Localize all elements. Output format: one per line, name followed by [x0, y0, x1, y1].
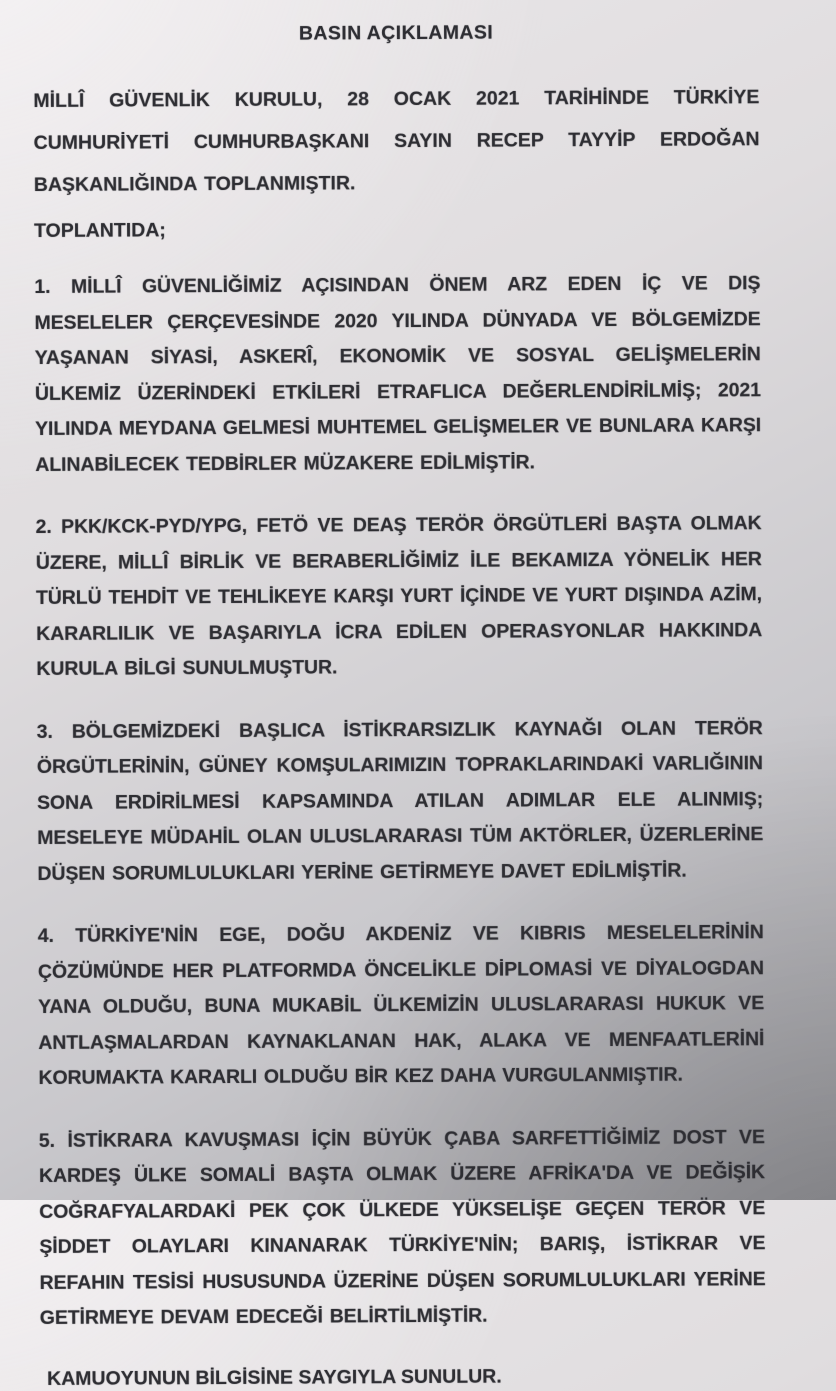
item-text: TÜRKİYE'NİN EGE, DOĞU AKDENİZ VE KIBRIS MESELELERİNİN ÇÖZÜMÜNDE HER PLATFORMDA ÖNCELİKLE DİPLOMASİ VE DİYALOGDAN YANA OLDUĞU, BUNA MUKABİL ÜLKEMİZİN ULUSLARARASI HUKUK VE ANTLAŞMALARDAN KAYNAKLANAN HAK, ALAKA VE MENFAATLERİNİ KORUMAKTA KARARLI OLDUĞU BİR KEZ DAHA VURGULANMIŞTIR. — [37, 921, 765, 1089]
intro-paragraph: MİLLÎ GÜVENLİK KURULU, 28 OCAK 2021 TARİHİNDE TÜRKİYE CUMHURİYETİ CUMHURBAŞKANI SAYIN RECEP TAYYİP ERDOĞAN BAŞKANLIĞINDA TOPLANMIŞTIR. — [33, 86, 760, 197]
item-number: 1. — [34, 275, 51, 299]
item-text: MİLLÎ GÜVENLİĞİMİZ AÇISINDAN ÖNEM ARZ EDEN İÇ VE DIŞ MESELELER ÇERÇEVESİNDE 2020 YILINDA DÜNYADA VE BÖLGEMİZDE YAŞANAN SİYASİ, ASKERÎ, EKONOMİK VE SOSYAL GELİŞMELERİN ÜLKEMİZ ÜZERİNDEKİ ETKİLERİ ETRAFLICA DEĞERLENDİRİLMİŞ; 2021 YILINDA MEYDANA GELMESİ MUHTEMEL GELİŞMELER VE BUNLARA KARŞI ALINABİLECEK TEDBİRLER MÜZAKERE EDİLMİŞTİR. — [34, 272, 762, 476]
item-number: 4. — [37, 924, 54, 947]
section-heading: TOPLANTIDA; — [34, 219, 166, 243]
item-text: PKK/KCK-PYD/YPG, FETÖ VE DEAŞ TERÖR ÖRGÜTLERİ BAŞTA OLMAK ÜZERE, MİLLÎ BİRLİK VE BERABERLİĞİMİZ İLE BEKAMIZA YÖNELİK HER TÜRLÜ TEHDİT VE TEHLİKEYE KARŞI YURT İÇİNDE VE YURT DIŞINDA AZİM, KARARLILIK VE BAŞARIYLA İCRA EDİLEN OPERASYONLAR HAKKINDA KURULA BİLGİ SUNULMUŞTUR. — [35, 512, 763, 680]
closing-line: KAMUOYUNUN BİLGİSİNE SAYGIYLA SUNULUR. — [47, 1365, 502, 1390]
numbered-paragraph-1 — [34, 266, 761, 483]
numbered-paragraph-4 — [38, 915, 765, 1096]
document-title: BASIN AÇIKLAMASI — [298, 21, 494, 45]
item-number: 3. — [36, 720, 53, 743]
item-text: İSTİKRARA KAVUŞMASI İÇİN BÜYÜK ÇABA SARFETTİĞİMİZ DOST VE KARDEŞ ÜLKE SOMALİ BAŞTA OLMAK ÜZERE AFRİKA'DA VE DEĞİŞİK COĞRAFYALARDAKİ PEK ÇOK ÜLKEDE YÜKSELİŞE GEÇEN TERÖR VE ŞİDDET OLAYLARI KINANARAK TÜRKİYE'NİN; BARIŞ, İSTİKRAR VE REFAHIN TESİSİ HUSUSUNDA ÜZERİNE DÜŞEN SORUMLULUKLARI YERİNE GETİRMEYE DEVAM EDECEĞİ BELİRTİLMİŞTİR. — [38, 1125, 766, 1329]
item-text: BÖLGEMİZDEKİ BAŞLICA İSTİKRARSIZLIK KAYNAĞI OLAN TERÖR ÖRGÜTLERİNİN, GÜNEY KOMŞULARIMIZIN TOPRAKLARINDAKİ VARLIĞININ SONA ERDİRİLMESİ KAPSAMINDA ATILAN ADIMLAR ELE ALINMIŞ; MESELEYE MÜDAHİL OLAN ULUSLARARASI TÜM AKTÖRLER, ÜZERLERİNE DÜŞEN SORUMLULUKLARI YERİNE GETİRMEYE DAVET EDİLMİŞTİR. — [36, 716, 764, 885]
numbered-paragraph-3 — [37, 711, 764, 892]
numbered-paragraph-5 — [39, 1120, 766, 1337]
numbered-paragraph-2 — [36, 506, 763, 687]
item-number: 5. — [38, 1129, 55, 1152]
item-number: 2. — [35, 515, 52, 539]
